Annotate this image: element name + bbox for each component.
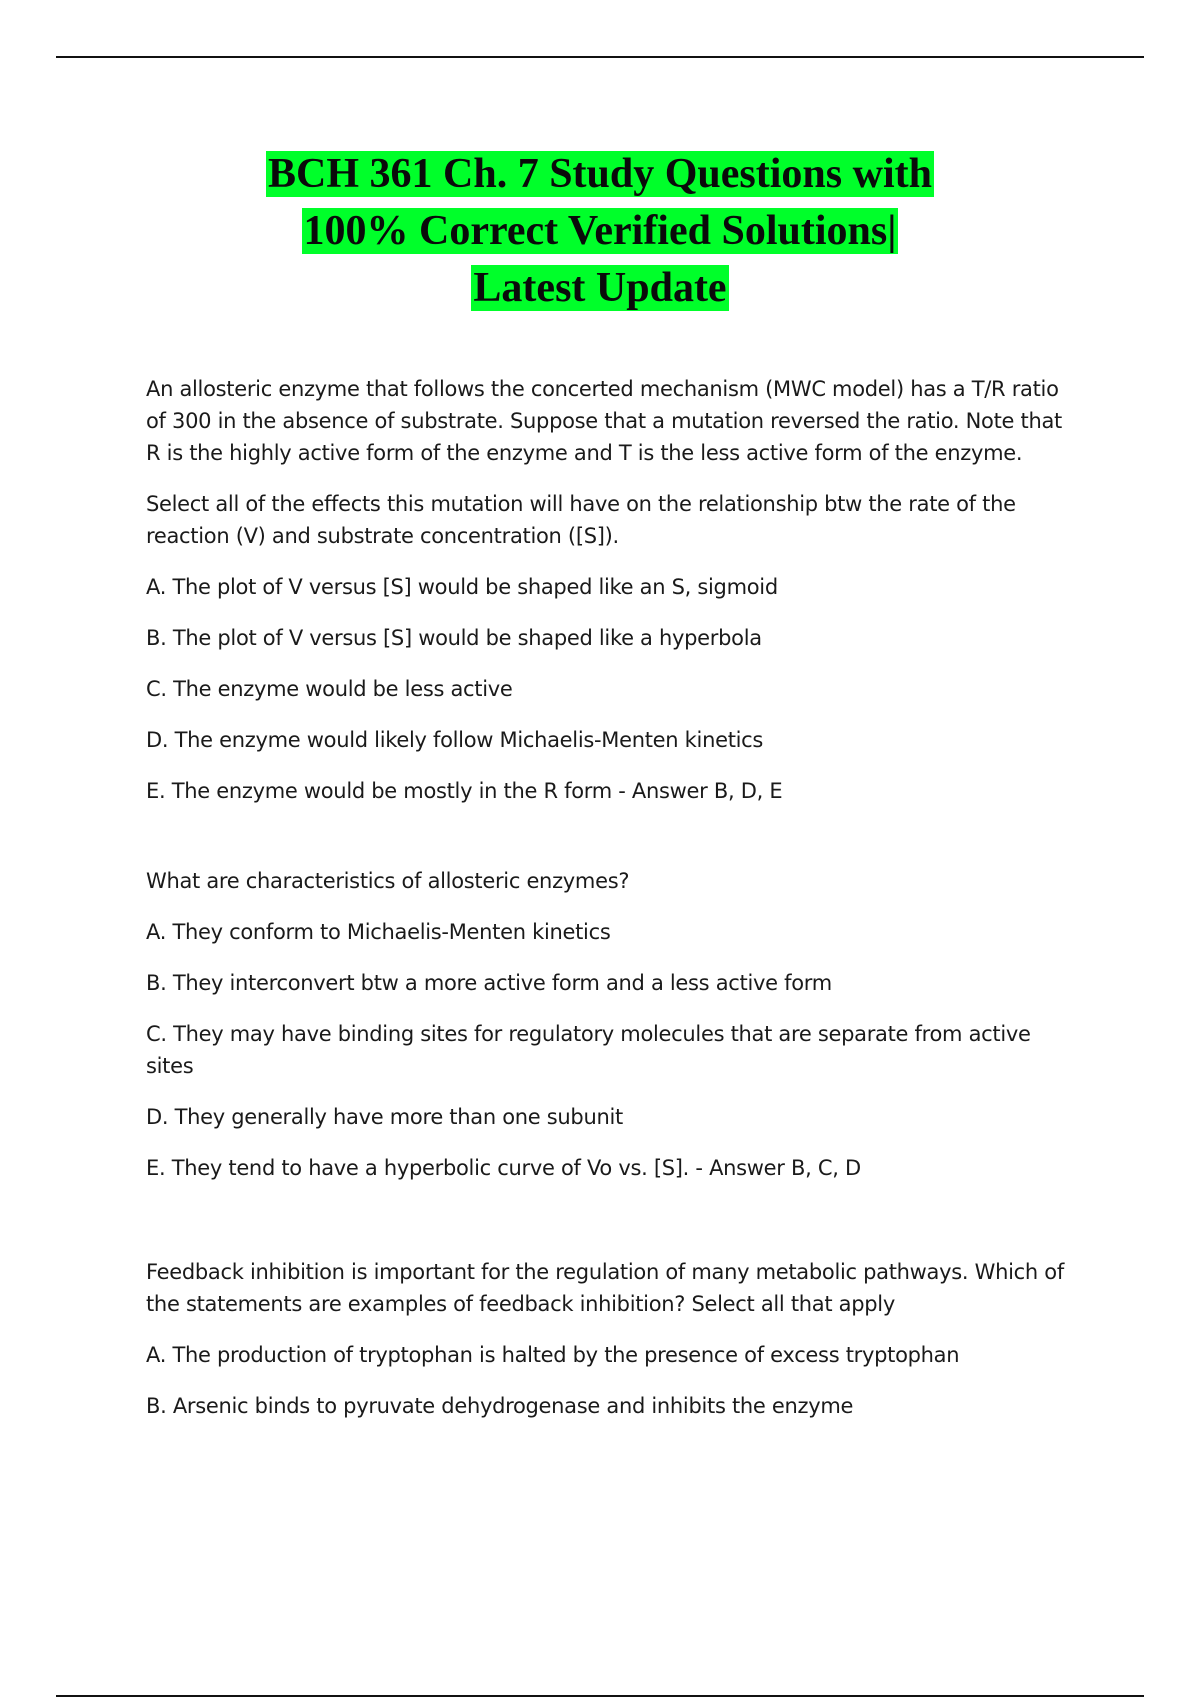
question-2-option-c: C. They may have binding sites for regulatory molecules that are separate from active sites [146, 1022, 1031, 1078]
question-1-option-b: B. The plot of V versus [S] would be shaped like a hyperbola [146, 626, 762, 650]
document-body [146, 373, 1066, 1422]
title-line-2: 100% Correct Verified Solutions| [303, 208, 897, 254]
question-2-option-a: A. They conform to Michaelis-Menten kinetics [146, 920, 611, 944]
question-2-option-b: B. They interconvert btw a more active form and a less active form [146, 971, 832, 995]
question-1-option-a: A. The plot of V versus [S] would be shaped like an S, sigmoid [146, 575, 778, 599]
question-1-option-e: E. The enzyme would be mostly in the R form - Answer B, D, E [146, 779, 783, 803]
question-3-stem: Feedback inhibition is important for the regulation of many metabolic pathways. Which of the statements are examples of feedback inhibition? Select all that apply [146, 1260, 1064, 1316]
title-line-3: Latest Update [473, 265, 727, 311]
question-3-option-a: A. The production of tryptophan is halted by the presence of excess tryptophan [146, 1343, 960, 1367]
question-1-stem: An allosteric enzyme that follows the concerted mechanism (MWC model) has a T/R ratio of 300 in the absence of substrate. Suppose that a mutation reversed the ratio. Note that R is the highly active form of the enzyme and T is the less active form of the enzyme. [146, 377, 1062, 465]
question-2-option-e: E. They tend to have a hyperbolic curve of Vo vs. [S]. - Answer B, C, D [146, 1156, 861, 1180]
question-3-option-b: B. Arsenic binds to pyruvate dehydrogenase and inhibits the enzyme [146, 1394, 854, 1418]
document-title [150, 146, 1050, 317]
question-1-option-c: C. The enzyme would be less active [146, 677, 513, 701]
question-1-prompt: Select all of the effects this mutation will have on the relationship btw the rate of the reaction (V) and substrate concentration ([S]). [146, 492, 1016, 548]
question-2-stem: What are characteristics of allosteric enzymes? [146, 869, 630, 893]
header-rule [56, 56, 1144, 58]
title-line-1: BCH 361 Ch. 7 Study Questions with [268, 151, 932, 197]
footer-rule [56, 1695, 1144, 1697]
question-1-option-d: D. The enzyme would likely follow Michaelis-Menten kinetics [146, 728, 764, 752]
question-2-option-d: D. They generally have more than one subunit [146, 1105, 623, 1129]
